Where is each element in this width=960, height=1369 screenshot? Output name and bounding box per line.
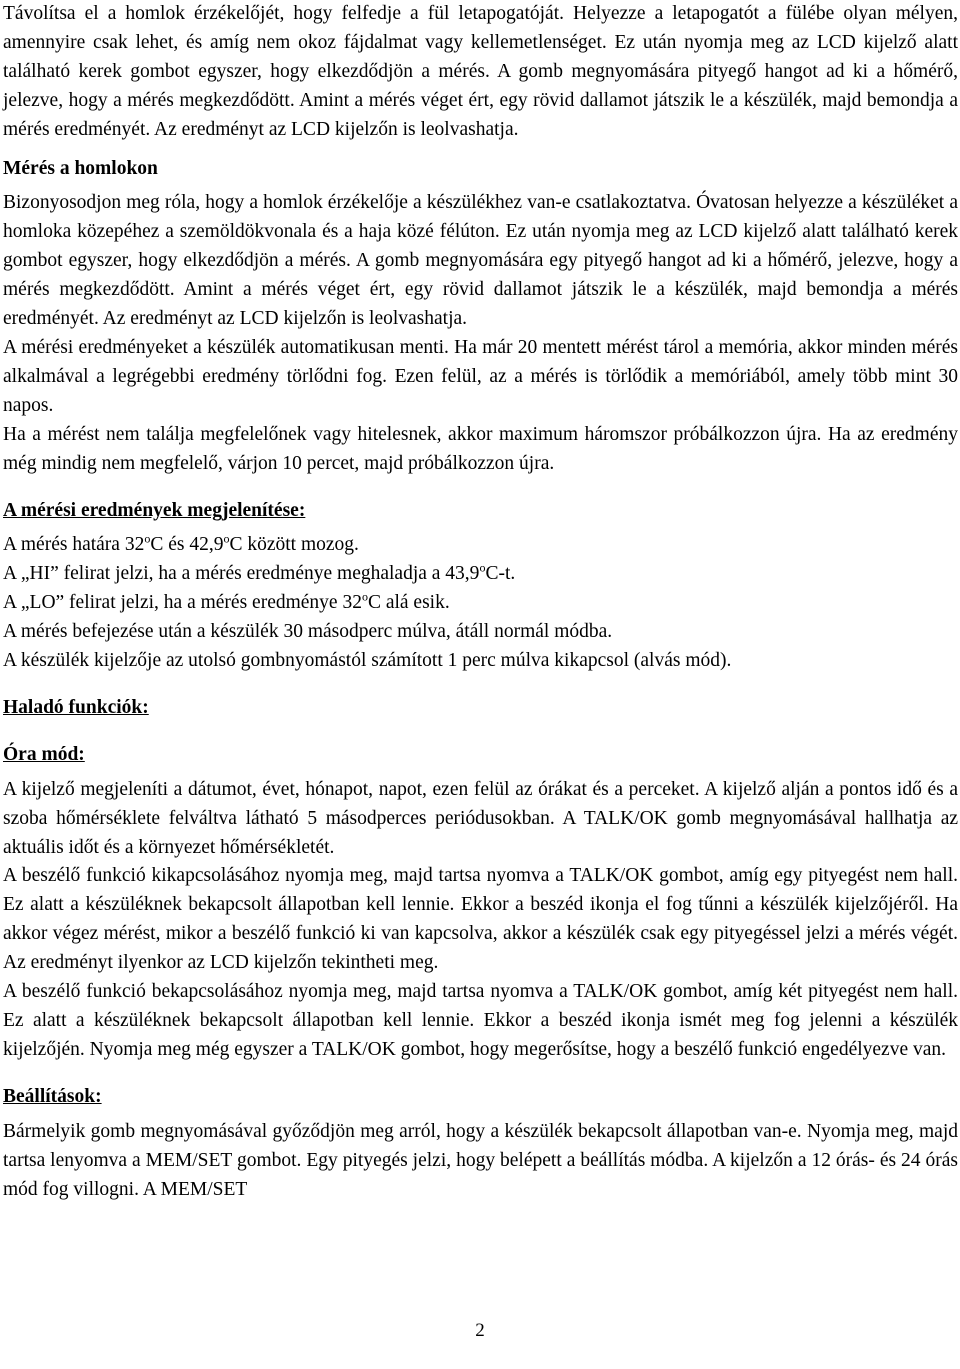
results-display-heading: A mérési eredmények megjelenítése: — [3, 499, 306, 521]
clock-mode-paragraph: A kijelző megjeleníti a dátumot, évet, hónapot, napot, ezen felül az órákat és a perceket. A kijelző alján a pontos idő és a szoba hőmérséklete felváltva látható 5 másodperces periódusokban. A TALK/OK gomb megnyomásával hallhatja az aktuális időt és a környezet hőmérsékletét. — [3, 778, 958, 858]
range-text-c: C között mozog. — [229, 534, 359, 556]
degree-sign: o — [144, 531, 151, 546]
range-text-a: A mérés határa 32 — [3, 534, 145, 556]
page-number: 2 — [475, 1320, 485, 1341]
forehead-measurement-paragraph: Bizonyosodjon meg róla, hogy a homlok érzékelője a készülékhez van-e csatlakoztatva. Óvatosan helyezze a készüléket a homloka közepéhez a szemöldökvonala és a haja közé félúton. Ez után nyomja meg az LCD kijelző alatt található kerek gombot egyszer, hogy elkezdődjön a mérés. A gomb megnyomására egy pityegő hangot ad ki a hőmérő, jelezve, hogy a mérés megkezdődött. Amint a mérés véget ért, egy rövid dallamot játszik le a készülék, majd bemondja a mérés eredményét. Az eredményt az LCD kijelzőn is leolvashatja. — [3, 192, 958, 330]
talk-on-paragraph: A beszélő funkció bekapcsolásához nyomja meg, majd tartsa nyomva a TALK/OK gombot, amíg két pityegést nem hall. Ez alatt a készüléknek bekapcsolt állapotban kell lennie. Ekkor a beszéd ikonja ismét meg fog jelenni a készülék kijelzőjén. Nyomja meg még egyszer a TALK/OK gombot, hogy megerősítse, hogy a beszélő funkció engedélyezve van. — [3, 981, 958, 1060]
lo-text-b: C alá esik. — [367, 592, 450, 614]
ear-measurement-paragraph: Távolítsa el a homlok érzékelőjét, hogy felfedje a fül letapogatóját. Helyezze a letapogatót a fülébe olyan mélyen, amennyire csak lehet, és amíg nem okoz fájdalmat vagy kellemetlenséget. Ez után nyomja meg az LCD kijelző alatt található kerek gombot egyszer, hogy elkezdődjön a mérés. A gomb megnyomására pityegő hangot ad ki a hőmérő, jelezve, hogy a mérés megkezdődött. Amint a mérés véget ért, egy rövid dallamot játszik le a készülék, majd bemondja a mérés eredményét. Az eredményt az LCD kijelzőn is leolvashatja. — [3, 3, 958, 140]
normal-mode-line: A mérés befejezése után a készülék 30 másodperc múlva, átáll normál módba. — [3, 621, 613, 643]
sleep-mode-line: A készülék kijelzője az utolsó gombnyomástól számított 1 perc múlva kikapcsol (alvás mód). — [3, 650, 732, 672]
talk-off-paragraph: A beszélő funkció kikapcsolásához nyomja meg, majd tartsa nyomva a TALK/OK gombot, amíg egy pityegést nem hall. Ez alatt a készüléknek bekapcsolt állapotban kell lennie. Ekkor a beszéd ikonja el fog tűnni a készülék kijelzőjéről. Ha akkor végez mérést, mikor a beszélő funkció ki van kapcsolva, akkor a készülék csak egy pityegéssel jelzi a mérés végét. Az eredményt ilyenkor az LCD kijelzőn tekintheti meg. — [3, 865, 958, 974]
settings-paragraph: Bármelyik gomb megnyomásával győződjön meg arról, hogy a készülék bekapcsolt állapotban van-e. Nyomja meg, majd tartsa lenyomva a MEM/SET gombot. Egy pityegés jelzi, hogy belépett a beállítás módba. A kijelzőn a 12 órás- és 24 órás mód fog villogni. A MEM/SET — [3, 1120, 958, 1200]
range-text-b: C és 42,9 — [150, 534, 224, 556]
settings-heading: Beállítások: — [3, 1085, 102, 1107]
hi-line — [3, 560, 958, 589]
hi-text-b: C-t. — [485, 563, 516, 585]
retry-paragraph: Ha a mérést nem találja megfelelőnek vagy hitelesnek, akkor maximum háromszor próbálkozzon újra. Ha az eredmény még mindig nem megfelelő, várjon 10 percet, majd próbálkozzon újra. — [3, 423, 958, 474]
degree-sign: o — [361, 589, 368, 604]
clock-mode-heading: Óra mód: — [3, 743, 85, 765]
hi-text-a: A „HI” felirat jelzi, ha a mérés eredménye meghaladja a 43,9 — [3, 563, 480, 585]
forehead-measurement-heading: Mérés a homlokon — [3, 157, 158, 179]
range-line — [3, 531, 958, 560]
advanced-functions-heading: Haladó funkciók: — [3, 696, 149, 718]
lo-line — [3, 589, 958, 618]
degree-sign: o — [223, 531, 230, 546]
degree-sign: o — [479, 560, 486, 575]
memory-paragraph: A mérési eredményeket a készülék automatikusan menti. Ha már 20 mentett mérést tárol a memória, akkor minden mérés alkalmával a legrégebbi eredmény törlődni fog. Ezen felül, az a mérés is törlődik a memóriából, amely több mint 30 napos. — [3, 336, 958, 416]
lo-text-a: A „LO” felirat jelzi, ha a mérés eredménye 32 — [3, 592, 362, 614]
